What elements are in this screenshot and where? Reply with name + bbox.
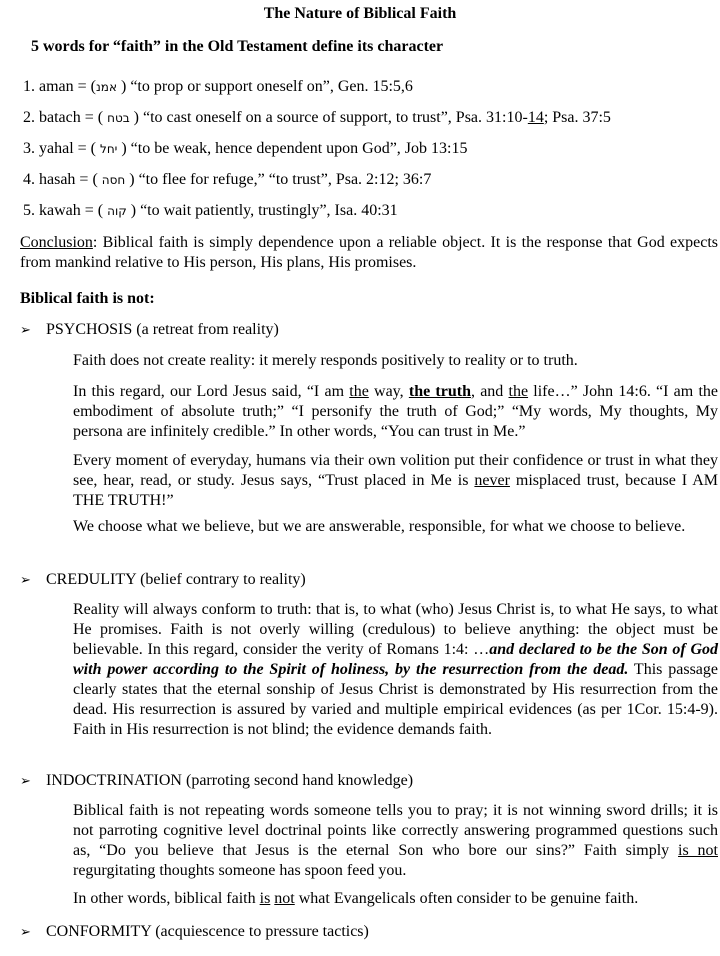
- word-kawah-def: ) “to wait patiently, trustingly”, Isa. 40:31: [126, 202, 398, 219]
- text-run: , and: [470, 383, 509, 400]
- text-run: In other words, biblical faith: [73, 890, 260, 907]
- underlined-not: not: [274, 890, 295, 907]
- text-run: misplaced trust, because I AM THE TRUTH!”: [73, 472, 719, 509]
- word-yahal-def: ) “to be weak, hence dependent upon God”, Job 13:15: [117, 140, 468, 157]
- hebrew-aman: אמנ: [96, 80, 117, 94]
- text-run: life…” John 14:6. “I am the embodiment of absolute truth;” “I personify the truth of God;” “My words, My thoughts, My persona are infinitely credible.” In other words, “You can trust in Me.”: [73, 383, 718, 440]
- arrow-bullet-icon: ➢: [20, 323, 31, 338]
- indoctrination-p1: [73, 801, 718, 881]
- underlined-is: is: [259, 890, 271, 907]
- conclusion-text: : Biblical faith is simply dependence upon a reliable object. It is the response that God expects from mankind relative to His person, His plans, His promises.: [20, 234, 718, 271]
- word-aman-name: 1. aman = (: [23, 78, 96, 95]
- credulity-heading: CREDULITY (belief contrary to reality): [46, 571, 306, 588]
- credulity-p1: [73, 600, 718, 740]
- underlined-is-not: is not: [678, 842, 718, 859]
- psychosis-p2: [73, 382, 718, 442]
- text-run: Biblical faith is not repeating words someone tells you to pray; it is not winning sword drills; it is not parroting cognitive level doctrinal points like correctly answering programmed questions such as, “Do you believe that Jesus is the eternal Son who bore our sins?” Faith simply: [73, 802, 718, 859]
- text-run: Every moment of everyday, humans via their own volition put their confidence or trust in what they see, hear, read, or study. Jesus says, “Trust placed in Me is: [73, 452, 718, 489]
- psychosis-p4: We choose what we believe, but we are answerable, responsible, for what we choose to believe.: [73, 518, 686, 535]
- underlined-the: the: [508, 383, 529, 400]
- indoctrination-p2: [73, 889, 718, 909]
- word-hasah-def: ) “to flee for refuge,” “to trust”, Psa. 2:12; 36:7: [125, 171, 432, 188]
- arrow-bullet-icon: ➢: [20, 774, 31, 789]
- bullet-conformity: [20, 922, 369, 943]
- bullet-psychosis: [20, 320, 279, 341]
- word-yahal: [23, 139, 467, 159]
- section-subtitle: 5 words for “faith” in the Old Testament define its character: [31, 38, 444, 55]
- hebrew-batach: בטח: [107, 111, 130, 125]
- word-yahal-name: 3. yahal = (: [23, 140, 100, 157]
- bullet-credulity: [20, 570, 306, 591]
- arrow-bullet-icon: ➢: [20, 573, 31, 588]
- hebrew-yahal: יחל: [100, 142, 118, 156]
- text-run: In this regard, our Lord Jesus said, “I am: [73, 383, 350, 400]
- conclusion-paragraph: [20, 233, 718, 273]
- hebrew-hasah: חסה: [101, 173, 126, 187]
- word-hasah-name: 4. hasah = (: [23, 171, 102, 188]
- word-kawah: [23, 201, 398, 221]
- page-title: The Nature of Biblical Faith: [263, 5, 457, 22]
- text-run: what Evangelicals often consider to be genuine faith.: [294, 890, 639, 907]
- word-batach: [23, 108, 611, 128]
- psychosis-p3: [73, 451, 718, 511]
- word-kawah-name: 5. kawah = (: [23, 202, 108, 219]
- text-run: This passage clearly states that the eternal sonship of Jesus Christ is demonstrated by His resurrection from the dead. His resurrection is assured by varied and multiple empirical evidences (as per 1Cor. 15:4-9). Faith in His resurrection is not blind; the evidence demands faith.: [73, 661, 718, 738]
- text-run: regurgitating thoughts someone has spoon feed you.: [73, 862, 407, 879]
- psychosis-heading: PSYCHOSIS (a retreat from reality): [46, 321, 279, 338]
- bullet-indoctrination: [20, 771, 413, 792]
- conclusion-label: Conclusion: [20, 234, 93, 251]
- underlined-the: the: [349, 383, 369, 400]
- indoctrination-heading: INDOCTRINATION (parroting second hand knowledge): [46, 772, 414, 789]
- underlined-never: never: [474, 472, 510, 489]
- hebrew-kawah: קוה: [107, 204, 127, 218]
- psychosis-p1: Faith does not create reality: it merely responds positively to reality or to truth.: [73, 352, 578, 369]
- bold-the-truth: the truth: [408, 383, 471, 400]
- romans-verse: and declared to be the Son of God with power according to the Spirit of holiness, by the resurrection from the dead.: [73, 641, 719, 678]
- text-run: Reality will always conform to truth: that is, to what (who) Jesus Christ is, to what He says, to what He promises. Faith is not overly willing (credulous) to believe anything: the object must be believable. In this regard, consider the verity of Romans 1:4: …: [73, 601, 718, 658]
- word-hasah: [23, 170, 431, 190]
- word-batach-verse-underlined: 14: [527, 109, 544, 126]
- not-heading: Biblical faith is not:: [20, 290, 155, 307]
- word-batach-ref: ; Psa. 37:5: [543, 109, 611, 126]
- word-aman-def: ) “to prop or support oneself on”, Gen. 15:5,6: [116, 78, 413, 95]
- word-batach-def: ) “to cast oneself on a source of support, to trust”, Psa. 31:10-: [129, 109, 528, 126]
- text-run: way,: [368, 383, 409, 400]
- conformity-heading: CONFORMITY (acquiescence to pressure tactics): [46, 923, 369, 940]
- word-batach-name: 2. batach = (: [23, 109, 108, 126]
- word-aman: [23, 77, 413, 97]
- arrow-bullet-icon: ➢: [20, 925, 31, 940]
